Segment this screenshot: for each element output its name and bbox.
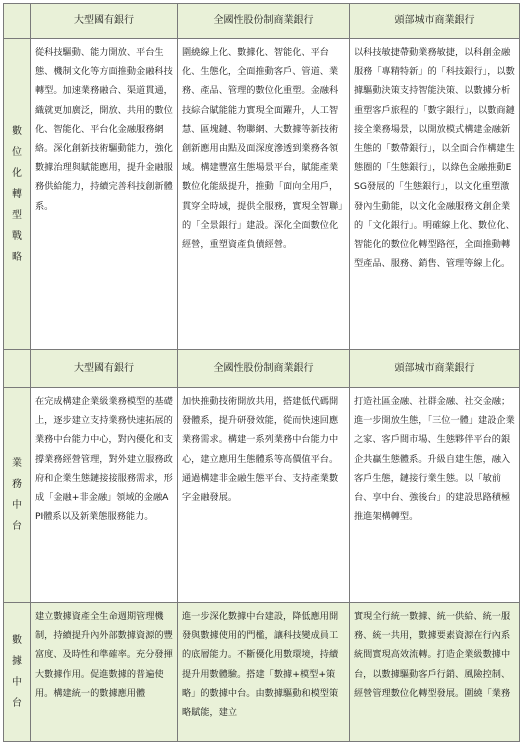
cell-strategy-joint-stock: 圍繞線上化、數據化、智能化、平台化、生態化，全面推動客戶、管道、業務、產品、管理的數位化重塑。金融科技綜合賦能能力實現全面躍升，人工智慧、區塊鏈、物聯網、大數據等新技術創新應用由點及面深度滲透到業務各領域。構建豐富生態場景平台，賦能產業數位化能級提升，推動「面向全用戶，貫穿全時域，提供全服務，實現全智聯」的「全景銀行」建設。深化全面數位化經營，重塑資產負債經營。 (178, 39, 350, 350)
header-large-state-banks: 大型國有銀行 (31, 4, 178, 39)
cell-strategy-large-state: 從科技驅動、能力開放、平台生態、機制文化等方面推動金融科技轉型。加速業務融合、渠道貫通，織就更加廣泛，開放、共用的數位化、智能化、平台化金融服務網絡。深化創新技術驅動能力，強化數據治理與賦能應用，提升金融服務供給能力，持續完善科技創新體系。 (31, 39, 178, 350)
comparison-table (3, 3, 520, 742)
cell-business-city-commercial: 打造社區金融、社群金融、社交金融；進一步開放生態，「三位一體」建設企業之家、客戶間市場、生態夥伴平台的銀企共贏生態體系。升級自建生態，融入客戶生態，鏈接行業生態。以「敏前台、享中台、強後台」的建設思路積極推進架構轉型。 (350, 388, 520, 603)
header-joint-stock-banks: 全國性股份制商業銀行 (178, 4, 350, 39)
header-large-state-banks: 大型國有銀行 (31, 350, 178, 388)
header-corner (4, 4, 31, 39)
row-label-business-middle-platform: 業務中台 (4, 388, 31, 603)
table-row (4, 603, 520, 742)
cell-data-joint-stock: 進一步深化數據中台建設，降低應用開發與數據使用的門檻，讓科技變成員工的底層能力。不斷優化用數環境，持續提升用數體驗。搭建「數據+模型+策略」的數據中台。由數據驅動和模型策略賦能，建立 (178, 603, 350, 742)
table-row (4, 388, 520, 603)
cell-data-city-commercial: 實現全行統一數據、統一供給、統一服務、統一共用，數據要素資源在行內系統間實現高效流轉。打造企業級數據中台，以數據驅動客戶行銷、風險控制、經營管理數位化轉型發展。圍繞「業務 (350, 603, 520, 742)
row-label-data-middle-platform: 數據中台 (4, 603, 31, 742)
header-row (4, 350, 520, 388)
header-city-commercial-banks: 頭部城市商業銀行 (350, 350, 520, 388)
header-city-commercial-banks: 頭部城市商業銀行 (350, 4, 520, 39)
row-label-digital-strategy: 數位化轉型戰略 (4, 39, 31, 350)
header-row (4, 4, 520, 39)
table-row (4, 39, 520, 350)
header-corner (4, 350, 31, 388)
cell-data-large-state: 建立數據資產全生命週期管理機制，持續提升內外部數據資源的豐富度、及時性和準確率。充分發揮大數據作用。促進數據的普遍使用。構建統一的數據應用體 (31, 603, 178, 742)
cell-strategy-city-commercial: 以科技敏捷帶動業務敏捷，以科創金融服務「專精特新」的「科技銀行」，以數據驅動決策支持智能決策、以數據分析重塑客戶旅程的「數字銀行」，以數商鏈接全業務場景，以開放模式構建金融新生態的「數帶銀行」，以全面合作構建生態圈的「生態銀行」，以綠色金融推動ESG發展的「生態銀行」，以文化重塑激發內生動能，以文化金融服務文創企業的「文化銀行」。明確線上化、數位化、智能化的數位化轉型路徑，全面推動轉型產品、服務、銷售、管理等線上化。 (350, 39, 520, 350)
cell-business-large-state: 在完成構建企業級業務模型的基礎上，逐步建立支持業務快速拓展的業務中台能力中心，對內優化和支撐業務經營管理，對外建立服務政府和企業生態鏈接接服務需求，形成「金融+非金融」領域的金融API體系以及新業態服務能力。 (31, 388, 178, 603)
cell-business-joint-stock: 加快推動技術開放共用，搭建低代碼開發體系，提升研發效能，從而快速回應業務需求。構建一系列業務中台能力中心，建立應用生態體系等高價值平台。通過構建非金融生態平台、支持產業數字金融發展。 (178, 388, 350, 603)
header-joint-stock-banks: 全國性股份制商業銀行 (178, 350, 350, 388)
